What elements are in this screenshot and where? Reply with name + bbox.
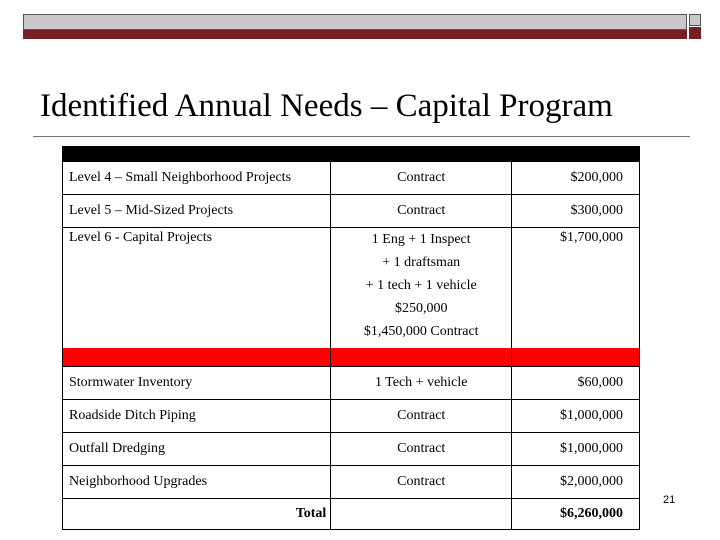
type-cell: Contract [331,195,512,228]
type-line: 1 Eng + 1 Inspect [371,232,471,247]
type-line: + 1 tech + 1 vehicle [365,278,477,293]
corner-square-grey [689,14,701,26]
cost-cell: $1,700,000 [512,228,640,349]
table-row [63,162,640,195]
title-divider [33,136,690,137]
total-cost: $6,260,000 [512,499,640,530]
item-cell: Roadside Ditch Piping [63,400,331,433]
item-cell: Level 6 - Capital Projects [69,230,213,245]
total-label: Total [63,499,331,530]
cost-cell: $2,000,000 [512,466,640,499]
cost-cell: $60,000 [512,367,640,400]
slide-title: Identified Annual Needs – Capital Program [40,88,613,124]
type-cell-multiline [331,228,512,349]
type-cell: Contract [331,400,512,433]
table-row [63,433,640,466]
item-cell: Outfall Dredging [63,433,331,466]
top-decor-bar [23,14,687,30]
type-line: $1,450,000 Contract [363,324,479,339]
separator-band [63,348,640,367]
cost-cell: $1,000,000 [512,400,640,433]
top-decor-bar-accent [23,30,687,39]
item-cell: Neighborhood Upgrades [63,466,331,499]
cost-cell: $300,000 [512,195,640,228]
corner-square-red [689,27,701,39]
type-line: $250,000 [394,301,448,316]
item-cell: Level 4 – Small Neighborhood Projects [63,162,331,195]
type-cell: 1 Tech + vehicle [331,367,512,400]
cost-cell: $200,000 [512,162,640,195]
item-cell: Level 5 – Mid-Sized Projects [63,195,331,228]
table-row [63,195,640,228]
type-cell: Contract [331,162,512,195]
table-row [63,367,640,400]
table-header-band [63,146,640,162]
table-row [63,400,640,433]
capital-needs-table [62,146,640,530]
table-row [63,228,640,349]
item-cell: Stormwater Inventory [63,367,331,400]
total-row [63,499,640,530]
page-number: 21 [663,494,676,506]
type-cell: Contract [331,433,512,466]
table-row [63,466,640,499]
type-cell: Contract [331,466,512,499]
type-line: + 1 draftsman [382,255,461,270]
cost-cell: $1,000,000 [512,433,640,466]
